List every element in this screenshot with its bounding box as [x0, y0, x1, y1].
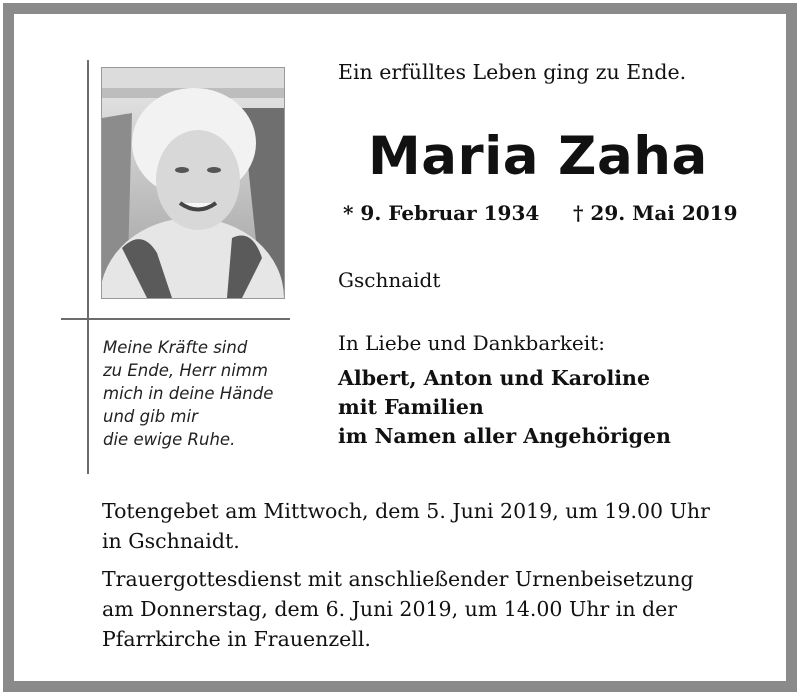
family-block: [338, 364, 671, 451]
quote-line: die ewige Ruhe.: [103, 430, 236, 449]
service-line: am Donnerstag, dem 6. Juni 2019, um 14.00 Uhr in der: [102, 597, 678, 621]
deceased-name: Maria Zaha: [368, 126, 708, 187]
quote-block: [103, 336, 293, 451]
death-date: † 29. Mai 2019: [573, 201, 738, 225]
service-mass: [102, 564, 694, 654]
family-line: im Namen aller Angehörigen: [338, 424, 671, 448]
portrait-photo: [101, 67, 285, 299]
portrait-illustration: [102, 68, 284, 298]
quote-line: und gib mir: [103, 407, 198, 426]
hometown: Gschnaidt: [338, 268, 441, 292]
headline: Ein erfülltes Leben ging zu Ende.: [338, 60, 687, 84]
service-prayer: [102, 496, 710, 556]
service-line: Trauergottesdienst mit anschließender Urnenbeisetzung: [102, 567, 694, 591]
quote-line: mich in deine Hände: [103, 384, 274, 403]
service-line: in Gschnaidt.: [102, 529, 240, 553]
thanks-intro: In Liebe und Dankbarkeit:: [338, 331, 605, 355]
family-line: mit Familien: [338, 395, 484, 419]
cross-vertical-line: [87, 60, 89, 474]
quote-line: Meine Kräfte sind: [103, 338, 248, 357]
quote-line: zu Ende, Herr nimm: [103, 361, 268, 380]
cross-horizontal-line: [61, 318, 290, 320]
service-line: Pfarrkirche in Frauenzell.: [102, 627, 371, 651]
birth-date: * 9. Februar 1934: [343, 201, 540, 225]
dates-row: [343, 201, 738, 225]
family-line: Albert, Anton und Karoline: [338, 366, 650, 390]
service-line: Totengebet am Mittwoch, dem 5. Juni 2019, um 19.00 Uhr: [102, 499, 710, 523]
